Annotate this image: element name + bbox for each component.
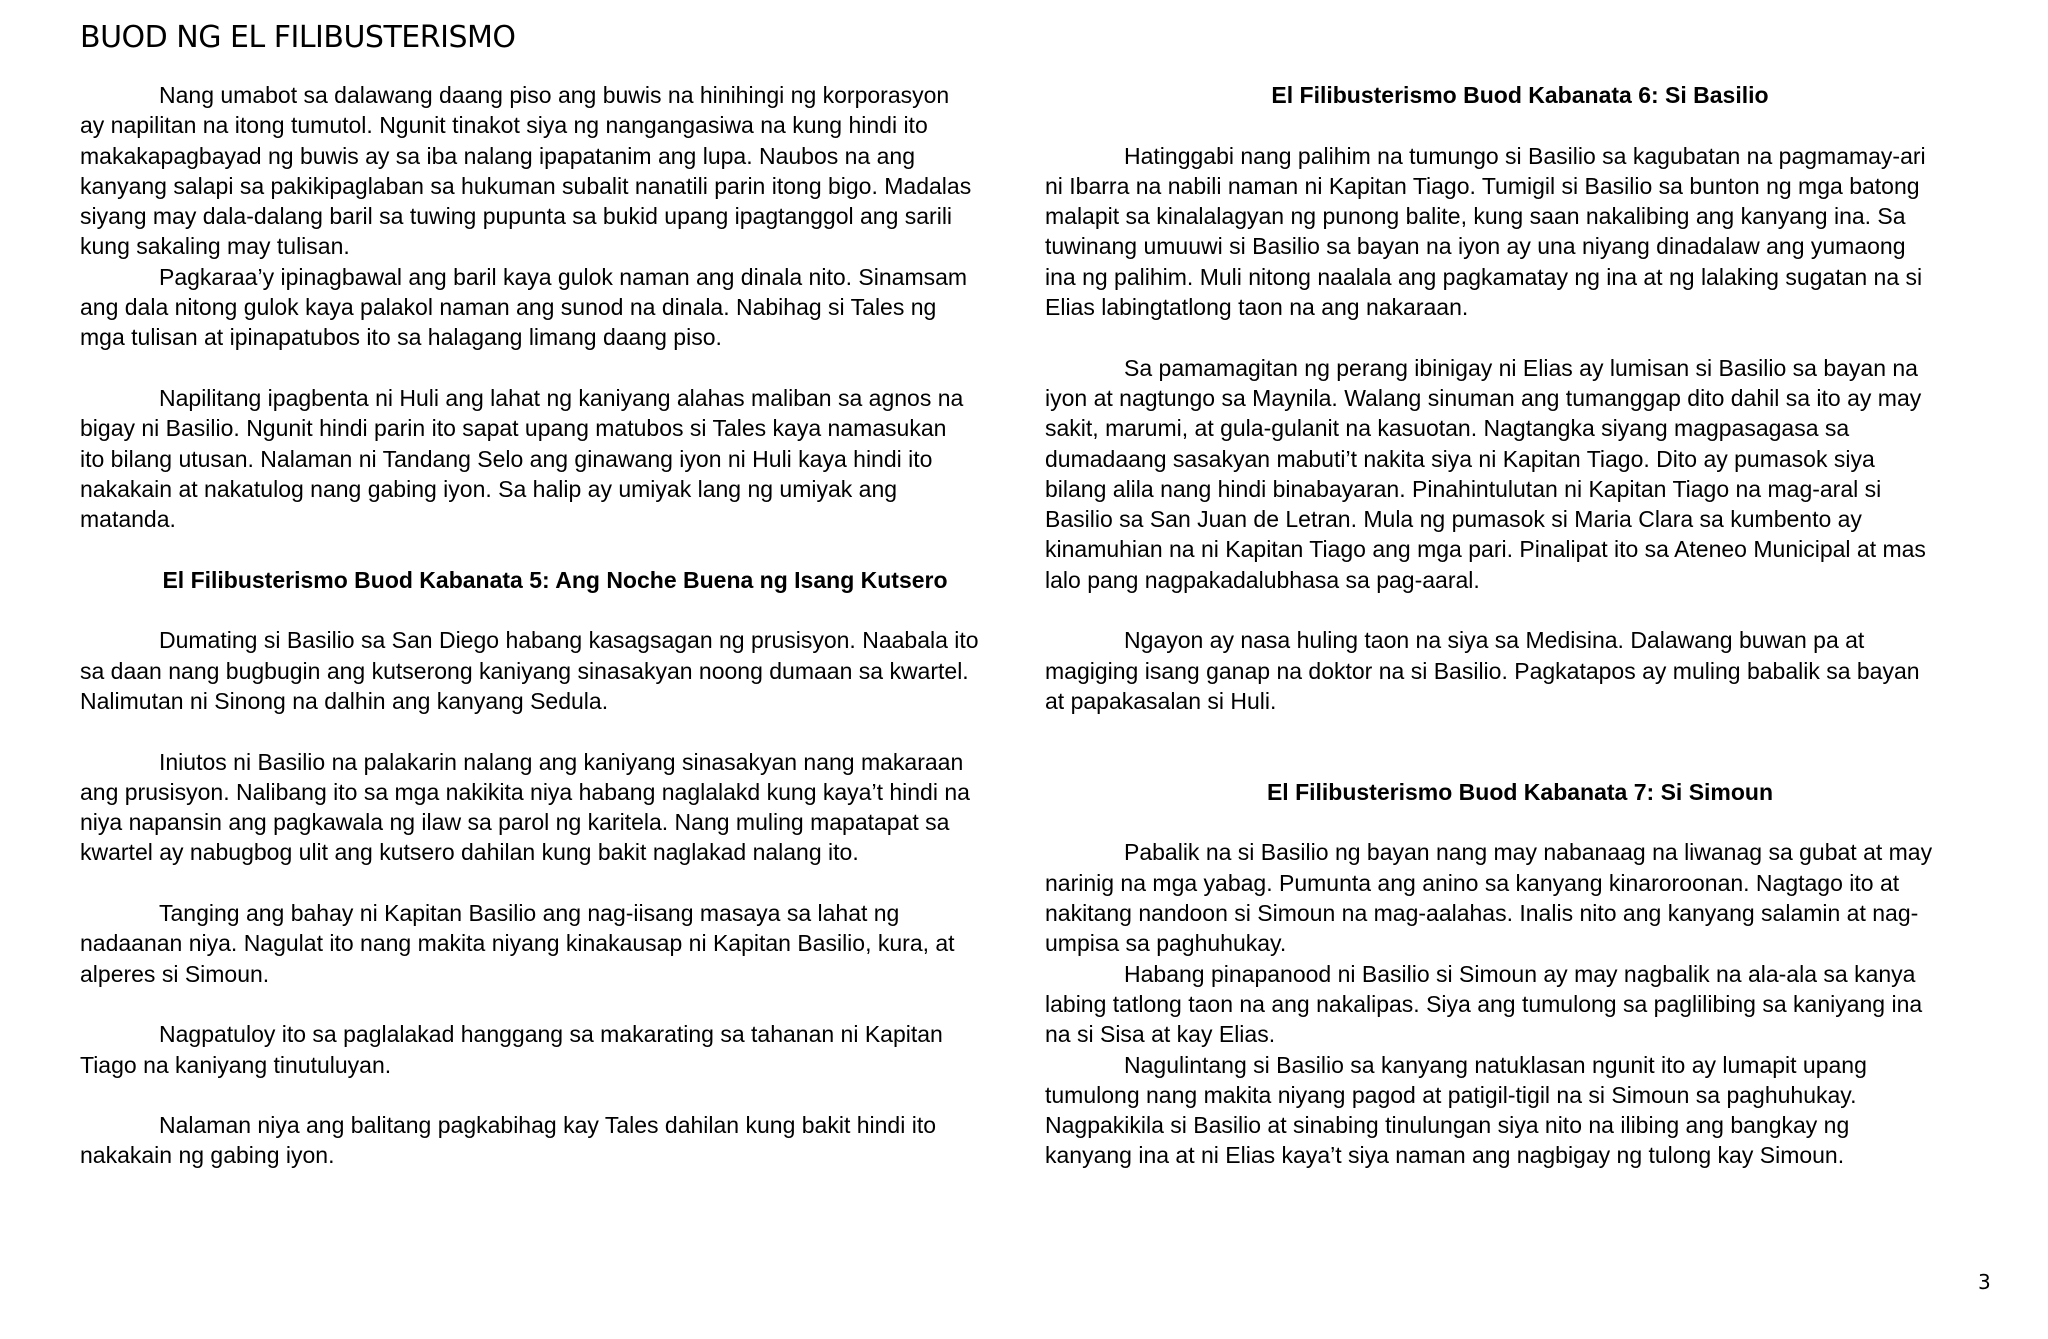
- paragraph: Iniutos ni Basilio na palakarin nalang ang kaniyang sinasakyan nang makaraan ang prusisyon. Nalibang ito sa mga nakikita niya habang naglalakd kung kaya’t hindi na niya napansin ang pagkawala ng ilaw sa parol ng karitela. Nang muling mapatapat sa kwartel ay nabugbog ulit ang kutsero dahilan kung bakit naglakad nalang ito.: [80, 748, 970, 866]
- spacer: [80, 595, 1030, 625]
- paragraph: Pabalik na si Basilio ng bayan nang may nabanaag na liwanag sa gubat at may narinig na mga yabag. Pumunta ang anino sa kanyang kinaroroonan. Nagtago ito at nakitang nandoon si Simoun na mag-aalahas. Inalis nito ang kanyang salamin at nag- umpisa sa paghuhukay.: [1045, 839, 1933, 957]
- paragraph: Pagkaraa’y ipinagbawal ang baril kaya gulok naman ang dinala nito. Sinamsam ang dala nitong gulok kaya palakol naman ang sunod na dinala. Nabihag si Tales ng mga tulisan at ipinapatubos ito sa halagang limang daang piso.: [80, 263, 968, 351]
- page-title: BUOD NG EL FILIBUSTERISMO: [80, 20, 516, 55]
- spacer: [1045, 716, 1995, 777]
- spacer: [80, 989, 1030, 1019]
- right-column: [1045, 80, 1995, 1171]
- chapter-5-heading: El Filibusterismo Buod Kabanata 5: Ang Noche Buena ng Isang Kutsero: [162, 566, 948, 593]
- chapter-7-heading: El Filibusterismo Buod Kabanata 7: Si Simoun: [1266, 778, 1774, 805]
- paragraph: Hatinggabi nang palihim na tumungo si Basilio sa kagubatan na pagmamay-ari ni Ibarra na nabili naman ni Kapitan Tiago. Tumigil si Basilio sa bunton ng mga batong malapit sa kinalalagyan ng punong balite, kung saan nakalibing ang kanyang ina. Sa tuwinang umuuwi si Basilio sa bayan na iyon ay una niyang dinadalaw ang yumaong ina ng palihim. Muli nitong naalala ang pagkamatay ng ina at ng lalaking sugatan na si Elias labingtatlong taon na ang nakaraan.: [1045, 142, 1926, 321]
- paragraph: Tanging ang bahay ni Kapitan Basilio ang nag-iisang masaya sa lahat ng nadaanan niya. Nagulat ito nang makita niyang kinakausap ni Kapitan Basilio, kura, at alperes si Simoun.: [80, 900, 955, 987]
- spacer: [80, 353, 1030, 383]
- left-column: [80, 80, 1030, 1171]
- page-number: 3: [1978, 1270, 1991, 1294]
- paragraph: Sa pamamagitan ng perang ibinigay ni Elias ay lumisan si Basilio sa bayan na iyon at nagtungo sa Maynila. Walang sinuman ang tumanggap dito dahil sa ito ay may sakit, marumi, at gula-gulanit na kasuotan. Nagtangka siyang magpasagasa sa dumadaang sasakyan mabuti’t nakita siya ni Kapitan Tiago. Dito ay pumasok siya bilang alila nang hindi binabayaran. Pinahintulutan ni Kapitan Tiago na mag-aral si Basilio sa San Juan de Letran. Mula ng pumasok si Maria Clara sa kumbento ay kinamuhian na ni Kapitan Tiago ang mga pari. Pinalipat ito sa Ateneo Municipal at mas lalo pang nagpakadalubhasa sa pag-aaral.: [1045, 354, 1926, 593]
- paragraph: Nang umabot sa dalawang daang piso ang buwis na hinihingi ng korporasyon ay napilitan na itong tumutol. Ngunit tinakot siya ng nangangasiwa na kung hindi ito makakapagbayad ng buwis ay sa iba nalang ipapatanim ang lupa. Naubos na ang kanyang salapi sa pakikipaglaban sa hukuman subalit nanatili parin itong bigo. Madalas siyang may dala-dalang baril sa tuwing pupunta sa bukid upang ipagtanggol ang sarili kung sakaling may tulisan.: [80, 82, 972, 260]
- spacer: [1045, 807, 1995, 837]
- spacer: [1045, 322, 1995, 352]
- spacer: [1045, 595, 1995, 625]
- paragraph: Dumating si Basilio sa San Diego habang kasagsagan ng prusisyon. Naabala ito sa daan nang bugbugin ang kutserong kaniyang sinasakyan noong dumaan sa kwartel. Nalimutan ni Sinong na dalhin ang kanyang Sedula.: [80, 627, 979, 714]
- spacer: [80, 534, 1030, 564]
- paragraph: Ngayon ay nasa huling taon na siya sa Medisina. Dalawang buwan pa at magiging isang ganap na doktor na si Basilio. Pagkatapos ay muling babalik sa bayan at papakasalan si Huli.: [1045, 627, 1920, 714]
- spacer: [80, 716, 1030, 746]
- paragraph: Nalaman niya ang balitang pagkabihag kay Tales dahilan kung bakit hindi ito nakakain ng gabing iyon.: [80, 1112, 937, 1169]
- paragraph: Nagpatuloy ito sa paglalakad hanggang sa makarating sa tahanan ni Kapitan Tiago na kaniyang tinutuluyan.: [80, 1021, 943, 1078]
- spacer: [80, 868, 1030, 898]
- paragraph: Napilitang ipagbenta ni Huli ang lahat ng kaniyang alahas maliban sa agnos na bigay ni Basilio. Ngunit hindi parin ito sapat upang matubos si Tales kaya namasukan ito bilang utusan. Nalaman ni Tandang Selo ang ginawang iyon ni Huli kaya hindi ito nakakain at nakatulog nang gabing iyon. Sa halip ay umiyak lang ng umiyak ang matanda.: [80, 384, 964, 533]
- paragraph: Nagulintang si Basilio sa kanyang natuklasan ngunit ito ay lumapit upang tumulong nang makita niyang pagod at patigil-tigil na si Simoun sa paghuhukay. Nagpakikila si Basilio at sinabing tinulungan siya nito na ilibing ang bangkay ng kanyang ina at ni Elias kaya’t siya naman ang nagbigay ng tulong kay Simoun.: [1045, 1051, 1867, 1169]
- paragraph: Habang pinapanood ni Basilio si Simoun ay may nagbalik na ala-ala sa kanya labing tatlong taon na ang nakalipas. Siya ang tumulong sa paglilibing sa kaniyang ina na si Sisa at kay Elias.: [1045, 960, 1923, 1048]
- chapter-6-heading: El Filibusterismo Buod Kabanata 6: Si Basilio: [1271, 82, 1769, 108]
- spacer: [1045, 110, 1995, 140]
- spacer: [80, 1080, 1030, 1110]
